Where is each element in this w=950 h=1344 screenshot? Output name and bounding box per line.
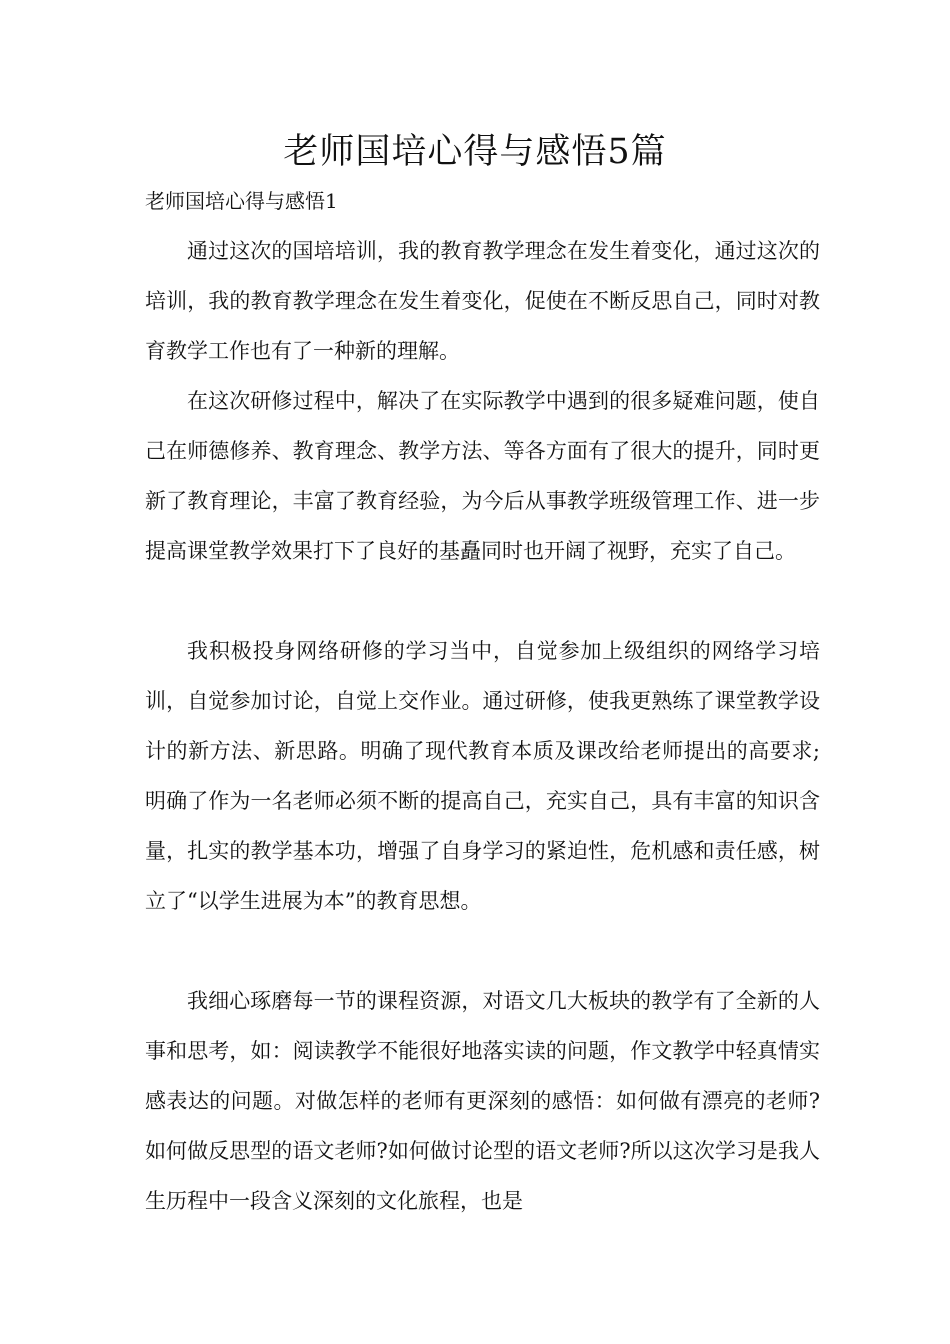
paragraph-1: 通过这次的国培培训，我的教育教学理念在发生着变化，通过这次的培训，我的教育教学理念在发生着变化，促使在不断反思自己，同时对教育教学工作也有了一种新的理解。 <box>145 239 820 363</box>
document-title: 老师国培心得与感悟5篇 <box>283 132 667 172</box>
section-heading: 老师国培心得与感悟1 <box>145 189 338 213</box>
paragraph-4: 我细心琢磨每一节的课程资源，对语文几大板块的教学有了全新的人事和思考，如：阅读教学不能很好地落实读的问题，作文教学中轻真情实感表达的问题。对做怎样的老师有更深刻的感悟：如何做有漂亮的老师?如何做反思型的语文老师?如何做讨论型的语文老师?所以这次学习是我人生历程中一段含义深刻的文化旅程，也是 <box>145 989 820 1213</box>
paragraph-2: 在这次研修过程中，解决了在实际教学中遇到的很多疑难问题，使自己在师德修养、教育理念、教学方法、等各方面有了很大的提升，同时更新了教育理论，丰富了教育经验，为今后从事教学班级管理工作、进一步提高课堂教学效果打下了良好的基矗同时也开阔了视野，充实了自己。 <box>145 389 820 563</box>
paragraph-3: 我积极投身网络研修的学习当中，自觉参加上级组织的网络学习培训，自觉参加讨论，自觉上交作业。通过研修，使我更熟练了课堂教学设计的新方法、新思路。明确了现代教育本质及课改给老师提出的高要求;明确了作为一名老师必须不断的提高自己，充实自己，具有丰富的知识含量，扎实的教学基本功，增强了自身学习的紧迫性，危机感和责任感，树立了“以学生进展为本”的教育思想。 <box>145 639 820 913</box>
